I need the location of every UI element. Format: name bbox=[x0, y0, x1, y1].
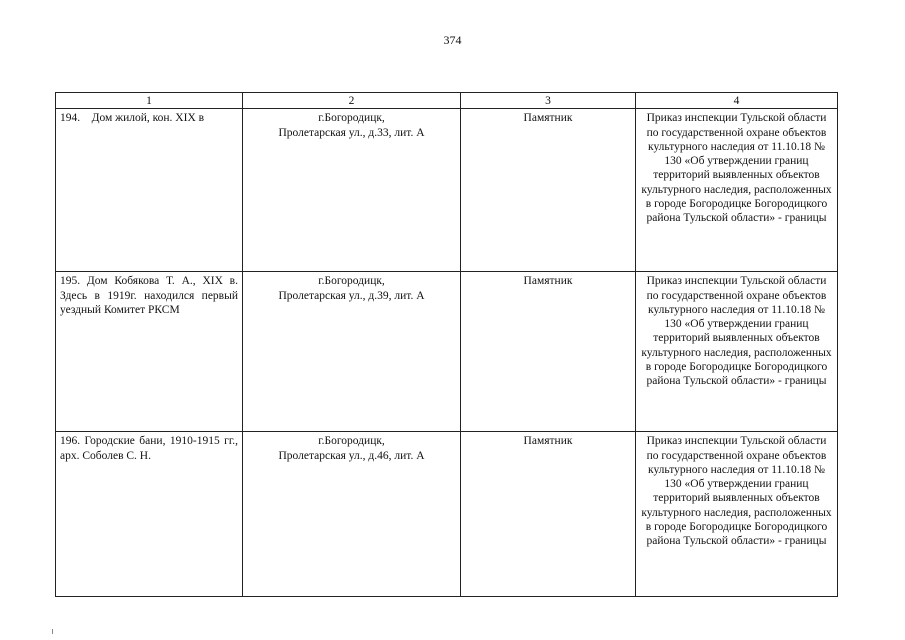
page-number: 374 bbox=[443, 33, 462, 47]
table-row bbox=[56, 272, 838, 432]
document-cell: Приказ инспекции Тульской области по государственной охране объектов культурного наследия от 11.10.18 № 130 «Об утверждении границ территорий выявленных объектов культурного наследия, расположенных в городе Богородицке Богородицкого района Тульской области» - границы bbox=[636, 432, 838, 597]
document-cell: Приказ инспекции Тульской области по государственной охране объектов культурного наследия от 11.10.18 № 130 «Об утверждении границ территорий выявленных объектов культурного наследия, расположенных в городе Богородицке Богородицкого района Тульской области» - границы bbox=[636, 272, 838, 432]
object-name-cell: 194. Дом жилой, кон. XIX в bbox=[56, 109, 243, 272]
table-row bbox=[56, 432, 838, 597]
object-name-cell: 195. Дом Кобякова Т. А., XIX в. Здесь в 1919г. находился первый уездный Комитет РКСМ bbox=[56, 272, 243, 432]
object-name-cell: 196. Городские бани, 1910-1915 гг., арх. Соболев С. Н. bbox=[56, 432, 243, 597]
document-cell: Приказ инспекции Тульской области по государственной охране объектов культурного наследия от 11.10.18 № 130 «Об утверждении границ территорий выявленных объектов культурного наследия, расположенных в городе Богородицке Богородицкого района Тульской области» - границы bbox=[636, 109, 838, 272]
heritage-objects-table bbox=[55, 92, 838, 597]
column-header: 2 bbox=[243, 93, 461, 109]
column-header: 4 bbox=[636, 93, 838, 109]
column-header: 3 bbox=[461, 93, 636, 109]
category-cell: Памятник bbox=[461, 109, 636, 272]
category-cell: Памятник bbox=[461, 272, 636, 432]
scan-artifact-mark bbox=[52, 629, 53, 634]
table-header-row bbox=[56, 93, 838, 109]
address-cell: г.Богородицк, Пролетарская ул., д.33, лит. А bbox=[243, 109, 461, 272]
category-cell: Памятник bbox=[461, 432, 636, 597]
column-header: 1 bbox=[56, 93, 243, 109]
address-cell: г.Богородицк, Пролетарская ул., д.46, лит. А bbox=[243, 432, 461, 597]
address-cell: г.Богородицк, Пролетарская ул., д.39, лит. А bbox=[243, 272, 461, 432]
table-row bbox=[56, 109, 838, 272]
